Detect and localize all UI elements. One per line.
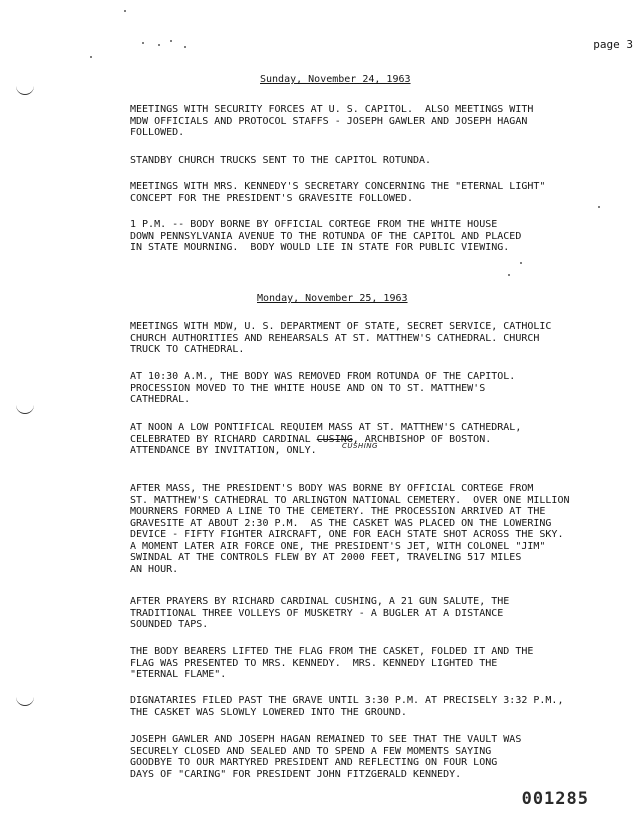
- text-line: MDW OFFICIALS AND PROTOCOL STAFFS - JOSEPH GAWLER AND JOSEPH HAGAN: [130, 115, 528, 127]
- text-line: SWINDAL AT THE CONTROLS FLEW BY AT 2000 FEET, TRAVELING 517 MILES: [130, 552, 522, 563]
- text-line: "ETERNAL FLAME".: [130, 669, 227, 680]
- document-number-stamp: 001285: [521, 789, 589, 809]
- scan-speck: [142, 42, 144, 44]
- text-line: THE BODY BEARERS LIFTED THE FLAG FROM THE CASKET, FOLDED IT AND THE: [130, 646, 534, 657]
- text-line: AN HOUR.: [130, 563, 179, 575]
- text-line: ST. MATTHEW'S CATHEDRAL TO ARLINGTON NATIONAL CEMETERY. OVER ONE MILLION: [130, 494, 570, 506]
- text-line: JOSEPH GAWLER AND JOSEPH HAGAN REMAINED TO SEE THAT THE VAULT WAS: [130, 734, 522, 745]
- text-line: DAYS OF "CARING" FOR PRESIDENT JOHN FITZGERALD KENNEDY.: [130, 768, 462, 780]
- section-heading-monday: Monday, November 25, 1963: [257, 293, 408, 304]
- scan-speck: [598, 206, 600, 208]
- text-line: SECURELY CLOSED AND SEALED AND TO SPEND A FEW MOMENTS SAYING: [130, 745, 492, 757]
- struck-word: CUSING: [316, 433, 353, 445]
- text-line: STANDBY CHURCH TRUCKS SENT TO THE CAPITOL ROTUNDA.: [130, 155, 432, 166]
- paragraph-gun-salute: [130, 596, 610, 631]
- paragraph-arlington-procession: [130, 483, 610, 575]
- page-number: page 3: [593, 38, 633, 51]
- text-line: DIGNATARIES FILED PAST THE GRAVE UNTIL 3:30 P.M. AT PRECISELY 3:32 P.M.,: [130, 695, 564, 706]
- text-line: SOUNDED TAPS.: [130, 619, 209, 630]
- scan-speck: [158, 44, 160, 46]
- text-line: FLAG WAS PRESENTED TO MRS. KENNEDY. MRS. KENNEDY LIGHTED THE: [130, 657, 498, 669]
- text-line: MEETINGS WITH MRS. KENNEDY'S SECRETARY CONCERNING THE "ETERNAL LIGHT": [130, 181, 546, 192]
- text-line: CATHEDRAL.: [130, 394, 191, 405]
- text-line: GOODBYE TO OUR MARTYRED PRESIDENT AND REFLECTING ON FOUR LONG: [130, 757, 498, 768]
- paragraph-cortege-capitol: [130, 219, 610, 254]
- text-line: AFTER PRAYERS BY RICHARD CARDINAL CUSHING, A 21 GUN SALUTE, THE: [130, 596, 510, 607]
- scan-speck: [520, 262, 522, 264]
- paragraph-dignitaries: [130, 695, 610, 718]
- text-line: CHURCH AUTHORITIES AND REHEARSALS AT ST. MATTHEW'S CATHEDRAL. CHURCH: [130, 332, 540, 344]
- scan-speck: [90, 56, 92, 58]
- binder-hole-mark: [16, 405, 34, 414]
- text-line: THE CASKET WAS SLOWLY LOWERED INTO THE GROUND.: [130, 706, 407, 718]
- text-line: TRADITIONAL THREE VOLLEYS OF MUSKETRY - A BUGLER AT A DISTANCE: [130, 607, 504, 619]
- text-line: CONCEPT FOR THE PRESIDENT'S GRAVESITE FOLLOWED.: [130, 192, 413, 204]
- text-line: ATTENDANCE BY INVITATION, ONLY.: [130, 445, 317, 456]
- paragraph-monday-meetings: [130, 321, 610, 356]
- handwritten-correction: CUSHING: [342, 442, 378, 450]
- text-line: AT 10:30 A.M., THE BODY WAS REMOVED FROM ROTUNDA OF THE CAPITOL.: [130, 371, 516, 382]
- text-line: AFTER MASS, THE PRESIDENT'S BODY WAS BORNE BY OFFICIAL CORTEGE FROM: [130, 483, 534, 494]
- text-line: DEVICE - FIFTY FIGHTER AIRCRAFT, ONE FOR EACH STATE SHOT ACROSS THE SKY.: [130, 529, 564, 540]
- scan-speck: [170, 40, 172, 42]
- paragraph-requiem-mass: [130, 422, 610, 457]
- binder-hole-mark: [16, 697, 34, 706]
- paragraph-flag-presented: [130, 646, 610, 681]
- text-line: GRAVESITE AT ABOUT 2:30 P.M. AS THE CASKET WAS PLACED ON THE LOWERING: [130, 517, 552, 529]
- text-line: MOURNERS FORMED A LINE TO THE CEMETERY. THE PROCESSION ARRIVED AT THE: [130, 506, 546, 517]
- paragraph-eternal-light: [130, 181, 610, 204]
- text-line: MEETINGS WITH MDW, U. S. DEPARTMENT OF STATE, SECRET SERVICE, CATHOLIC: [130, 321, 552, 332]
- text-line: TRUCK TO CATHEDRAL.: [130, 344, 245, 355]
- binder-hole-mark: [16, 86, 34, 95]
- text-line: 1 P.M. -- BODY BORNE BY OFFICIAL CORTEGE FROM THE WHITE HOUSE: [130, 219, 498, 230]
- paragraph-church-trucks: [130, 155, 610, 167]
- text-line: DOWN PENNSYLVANIA AVENUE TO THE ROTUNDA OF THE CAPITOL AND PLACED: [130, 230, 522, 242]
- section-heading-sunday: Sunday, November 24, 1963: [260, 74, 411, 85]
- text-line: PROCESSION MOVED TO THE WHITE HOUSE AND ON TO ST. MATTHEW'S: [130, 382, 486, 394]
- text-line: FOLLOWED.: [130, 127, 185, 138]
- text-line: MEETINGS WITH SECURITY FORCES AT U. S. CAPITOL. ALSO MEETINGS WITH: [130, 104, 534, 115]
- scan-speck: [508, 274, 510, 276]
- text-line: AT NOON A LOW PONTIFICAL REQUIEM MASS AT ST. MATTHEW'S CATHEDRAL,: [130, 422, 522, 433]
- text-line-with-correction: CELEBRATED BY RICHARD CARDINAL CUSING, ARCHBISHOP OF BOSTON.: [130, 433, 492, 445]
- paragraph-body-removed: [130, 371, 610, 406]
- paragraph-vault-sealed: [130, 734, 610, 780]
- paragraph-security-meetings: [130, 104, 610, 139]
- scan-speck: [184, 46, 186, 48]
- scan-speck: [124, 10, 126, 12]
- text-line: A MOMENT LATER AIR FORCE ONE, THE PRESIDENT'S JET, WITH COLONEL "JIM": [130, 540, 546, 552]
- text-line: IN STATE MOURNING. BODY WOULD LIE IN STATE FOR PUBLIC VIEWING.: [130, 242, 510, 253]
